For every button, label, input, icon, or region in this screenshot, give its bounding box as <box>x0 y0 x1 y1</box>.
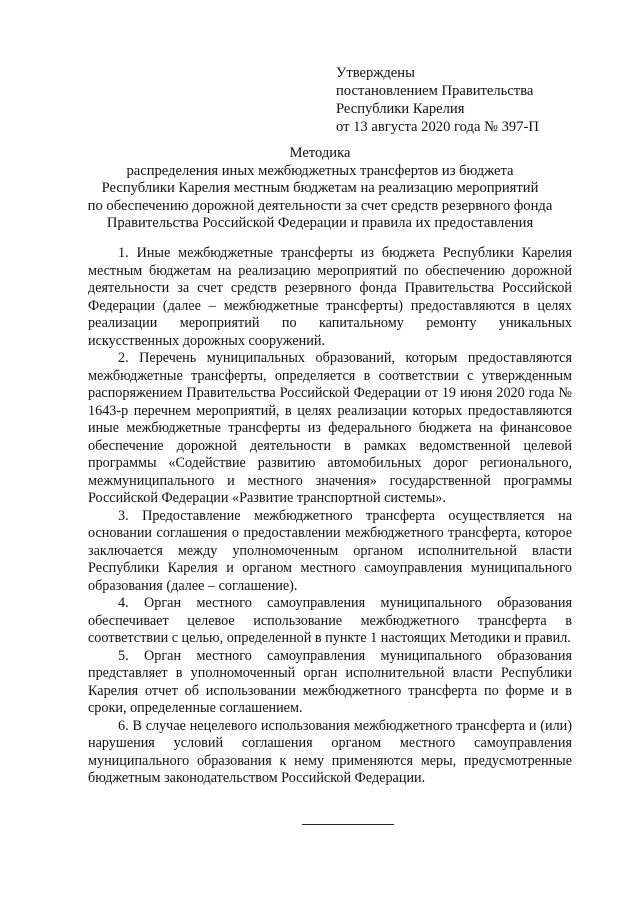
approval-line-republic: Республики Карелия <box>336 101 465 117</box>
approval-line-resolution: постановлением Правительства <box>336 83 534 99</box>
paragraph-5: 5. Орган местного самоуправления муниципального образования представляет в уполномоченный орган исполнительной власти Республики Карелия отчет об использовании межбюджетного трансферта по форме и в сроки, определенные соглашением. <box>88 647 572 716</box>
end-divider-line <box>302 824 394 825</box>
title-line-4: Правительства Российской Федерации и правила их предоставления <box>106 215 534 232</box>
paragraph-1: 1. Иные межбюджетные трансферты из бюджета Республики Карелия местным бюджетам на реализацию мероприятий по обеспечению дорожной деятельности за счет средств резервного фонда Правительства Российской Федерации (далее – межбюджетные трансферты) предоставляются в целях реализации мероприятий по капитальному ремонту уникальных искусственных дорожных сооружений. <box>88 245 572 349</box>
approval-line-date-number: от 13 августа 2020 года № 397-П <box>336 119 539 135</box>
title-line-2: Республики Карелия местным бюджетам на реализацию мероприятий <box>101 180 539 197</box>
approval-stamp <box>336 64 539 136</box>
title-line-1: распределения иных межбюджетных трансфертов из бюджета <box>126 162 514 179</box>
document-title <box>68 145 572 233</box>
title-line-3: по обеспечению дорожной деятельности за счет средств резервного фонда <box>87 197 553 214</box>
document-body <box>88 245 572 788</box>
title-heading: Методика <box>289 145 351 161</box>
paragraph-4: 4. Орган местного самоуправления муниципального образования обеспечивает целевое использование межбюджетного трансферта в соответствии с целью, определенной в пункте 1 настоящих Методики и правил. <box>88 595 572 646</box>
paragraph-2: 2. Перечень муниципальных образований, которым предоставляются межбюджетные трансферты, определяется в соответствии с утвержденным распоряжением Правительства Российской Федерации от 19 июня 2020 года № 1643-р перечнем мероприятий, в целях реализации которых предоставляются иные межбюджетные трансферты из федерального бюджета на финансовое обеспечение дорожной деятельности в рамках ведомственной целевой программы «Содействие развитию автомобильных дорог регионального, межмуниципального и местного значения» государственной программы Российской Федерации «Развитие транспортной системы». <box>88 350 572 506</box>
paragraph-3: 3. Предоставление межбюджетного трансферта осуществляется на основании соглашения о предоставлении межбюджетного трансферта, которое заключается между уполномоченным органом исполнительной власти Республики Карелия и органом местного самоуправления муниципального образования (далее – соглашение). <box>88 507 572 594</box>
paragraph-6: 6. В случае нецелевого использования межбюджетного трансферта и (или) нарушения условий соглашения органом местного самоуправления муниципального образования к нему применяются меры, предусмотренные бюджетным законодательством Российской Федерации. <box>88 717 572 786</box>
approval-line-approved: Утверждены <box>336 65 415 81</box>
